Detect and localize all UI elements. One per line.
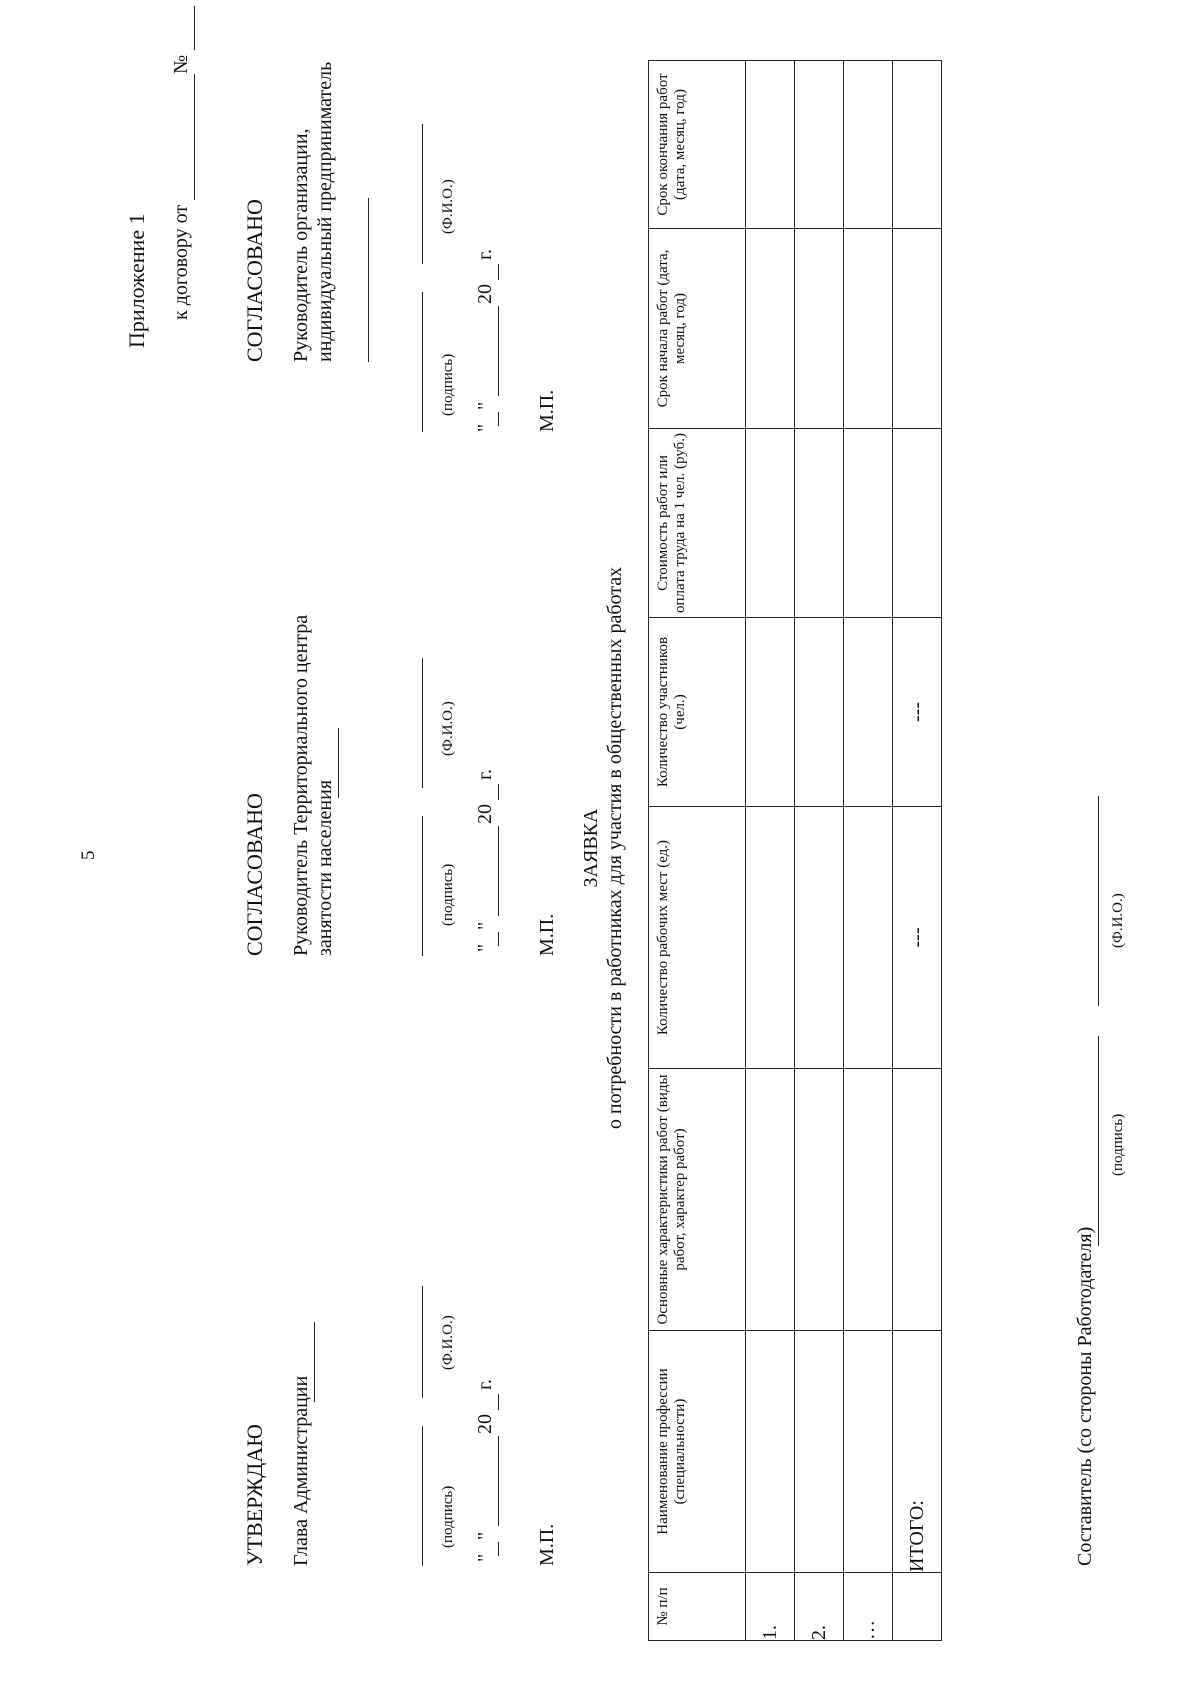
column-header-profession: Наименование профессии (специальности) — [649, 1331, 746, 1573]
signature-caption: (подпись) — [440, 1485, 456, 1548]
compiler-name-caption: (Ф.И.О.) — [1110, 893, 1126, 948]
month-line — [498, 306, 499, 396]
role-line: занятости населения — [314, 779, 336, 956]
table-cell — [893, 61, 942, 229]
year-suffix: г. — [474, 1379, 496, 1390]
table-total-row — [893, 61, 942, 1641]
column-header-cost: Стоимость работ или оплата труда на 1 чел. (руб.) — [649, 429, 746, 618]
name-line — [422, 124, 423, 264]
appendix-title: Приложение 1 — [124, 213, 149, 348]
table-cell — [746, 807, 795, 1069]
page-number: 5 — [78, 850, 99, 860]
stamp-label: М.П. — [536, 1523, 558, 1566]
row-number-cell: … — [844, 1573, 893, 1641]
table-cell — [746, 1331, 795, 1573]
number-sign: № — [170, 54, 192, 74]
day-line — [498, 412, 499, 426]
signature-line — [422, 816, 423, 956]
name-line — [422, 658, 423, 788]
table-cell — [795, 229, 844, 429]
contract-number-line — [194, 6, 195, 50]
public-works-request-table — [648, 60, 942, 1641]
table-cell — [795, 1069, 844, 1331]
signature-caption: (подпись) — [440, 353, 456, 416]
year-suffix: г. — [474, 769, 496, 780]
compiler-signature-line — [1098, 1036, 1099, 1246]
row-number-cell: 1. — [746, 1573, 795, 1641]
table-row — [746, 61, 795, 1641]
stamp-label: М.П. — [536, 389, 558, 432]
column-header-work-characteristics: Основные характеристики работ (виды работ, характер работ) — [649, 1069, 746, 1331]
year-line — [498, 264, 499, 280]
row-number-cell: 2. — [795, 1573, 844, 1641]
compiler-signature-caption: (подпись) — [1110, 1113, 1126, 1176]
table-row — [795, 61, 844, 1641]
total-workplaces: --- — [893, 807, 942, 1069]
table-cell — [844, 429, 893, 618]
table-cell — [893, 229, 942, 429]
date-quote-close: " — [474, 921, 496, 930]
date-quote-close: " — [474, 1531, 496, 1540]
date-quote-open: " — [474, 1553, 496, 1562]
year-line — [498, 1394, 499, 1410]
request-title: ЗАЯВКА — [580, 808, 602, 888]
year-suffix: г. — [474, 249, 496, 260]
year-prefix: 20 — [474, 804, 496, 824]
table-cell — [795, 1331, 844, 1573]
table-cell — [844, 1069, 893, 1331]
table-row — [844, 61, 893, 1641]
table-cell — [844, 618, 893, 807]
table-cell — [844, 61, 893, 229]
table-cell — [893, 1573, 942, 1641]
table-header-row — [649, 61, 746, 1641]
date-quote-open: " — [474, 423, 496, 432]
day-line — [498, 932, 499, 946]
month-line — [498, 1436, 499, 1526]
role-line: Руководитель организации, — [290, 128, 312, 362]
table-cell — [746, 229, 795, 429]
year-prefix: 20 — [474, 284, 496, 304]
date-quote-open: " — [474, 943, 496, 952]
table-cell — [746, 618, 795, 807]
month-line — [498, 826, 499, 916]
block-heading: СОГЛАСОВАНО — [242, 793, 267, 956]
name-caption: (Ф.И.О.) — [440, 1315, 456, 1370]
day-line — [498, 1542, 499, 1556]
compiler-label: Составитель (со стороны Работодателя) — [1074, 1226, 1096, 1566]
table-cell — [844, 229, 893, 429]
table-cell — [795, 429, 844, 618]
table-cell — [795, 61, 844, 229]
column-header-number: № п/п — [649, 1573, 746, 1641]
role-fill-line — [338, 728, 339, 798]
table-cell — [893, 1069, 942, 1331]
table-cell — [795, 807, 844, 1069]
table-cell — [844, 807, 893, 1069]
request-subtitle: о потребности в работниках для участия в общественных работах — [604, 566, 626, 1130]
column-header-end-date: Срок окончания работ (дата, месяц, год) — [649, 61, 746, 229]
name-line — [422, 1286, 423, 1398]
name-caption: (Ф.И.О.) — [440, 701, 456, 756]
table-cell — [893, 429, 942, 618]
table-cell — [746, 1069, 795, 1331]
role-fill-line — [314, 1322, 315, 1402]
role-fill-line — [368, 198, 369, 362]
role-line: Глава Администрации — [290, 1375, 312, 1566]
block-heading: СОГЛАСОВАНО — [242, 199, 267, 362]
total-participants: --- — [893, 618, 942, 807]
signature-line — [422, 292, 423, 432]
role-line: Руководитель Территориального центра — [290, 614, 312, 956]
compiler-name-line — [1098, 796, 1099, 1006]
name-caption: (Ф.И.О.) — [440, 179, 456, 234]
contract-date-line — [194, 74, 195, 200]
block-heading: УТВЕРЖДАЮ — [242, 1424, 267, 1566]
year-line — [498, 784, 499, 800]
contract-reference: к договору от — [170, 204, 192, 320]
table-cell — [746, 61, 795, 229]
date-quote-close: " — [474, 401, 496, 410]
year-prefix: 20 — [474, 1414, 496, 1434]
signature-line — [422, 1426, 423, 1566]
table-cell — [746, 429, 795, 618]
role-line: индивидуальный предприниматель — [314, 61, 336, 362]
signature-caption: (подпись) — [440, 863, 456, 926]
column-header-workplaces: Количество рабочих мест (ед.) — [649, 807, 746, 1069]
column-header-participants: Количество участников (чел.) — [649, 618, 746, 807]
stamp-label: М.П. — [536, 913, 558, 956]
table-cell — [844, 1331, 893, 1573]
table-cell — [795, 618, 844, 807]
column-header-start-date: Срок начала работ (дата, месяц, год) — [649, 229, 746, 429]
total-label: ИТОГО: — [893, 1331, 942, 1573]
